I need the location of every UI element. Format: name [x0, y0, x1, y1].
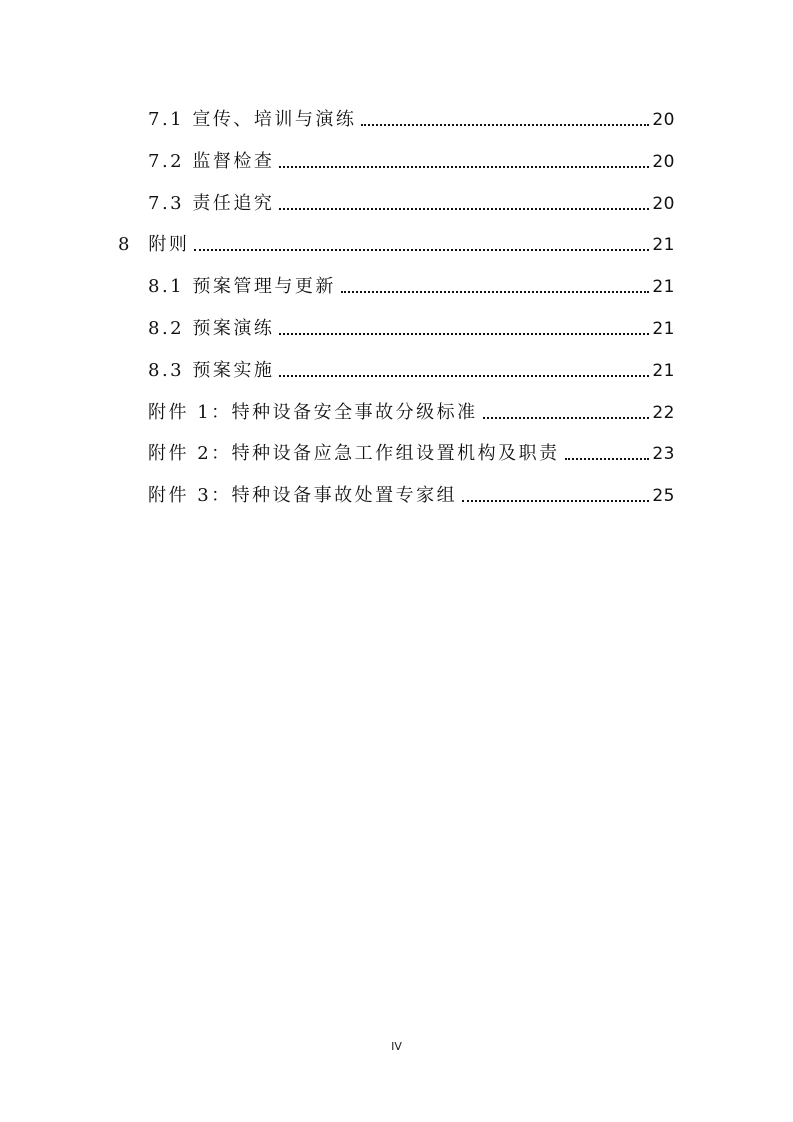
toc-entry-title: 7.1 宣传、培训与演练 — [148, 109, 357, 130]
toc-entry-page: 21 — [652, 319, 675, 339]
toc-entry-page: 22 — [652, 403, 675, 423]
toc-entry-page: 20 — [652, 110, 675, 130]
toc-entry[interactable] — [148, 397, 675, 425]
toc-entry-page: 23 — [652, 444, 675, 464]
toc-entry-title: 8 附则 — [118, 234, 190, 255]
toc-entry-page: 21 — [652, 361, 675, 381]
toc-entry-page: 25 — [652, 486, 675, 506]
page-number-footer: IV — [391, 1040, 402, 1053]
toc-entry[interactable] — [148, 104, 675, 132]
toc-entry-page: 21 — [652, 235, 675, 255]
toc-entry[interactable] — [148, 355, 675, 383]
toc-leader-dots — [279, 166, 649, 168]
toc-entry-title: 附件 2：特种设备应急工作组设置机构及职责 — [148, 443, 560, 464]
toc-entry-title: 7.2 监督检查 — [148, 151, 275, 172]
toc-leader-dots — [361, 124, 649, 126]
toc-entry-title: 8.3 预案实施 — [148, 360, 275, 381]
toc-leader-dots — [279, 333, 649, 335]
toc-entry-page: 20 — [652, 152, 675, 172]
toc-entry[interactable] — [118, 229, 675, 257]
toc-entry[interactable] — [148, 480, 675, 508]
toc-leader-dots — [483, 417, 650, 419]
toc-entry[interactable] — [148, 271, 675, 299]
toc-entry[interactable] — [148, 438, 675, 466]
toc-leader-dots — [194, 249, 649, 251]
toc-entry-title: 8.1 预案管理与更新 — [148, 276, 336, 297]
toc-entry-title: 附件 3：特种设备事故处置专家组 — [148, 485, 458, 506]
toc-leader-dots — [279, 208, 649, 210]
toc-entry-title: 7.3 责任追究 — [148, 193, 275, 214]
toc-leader-dots — [462, 500, 649, 502]
toc-entry-page: 21 — [652, 277, 675, 297]
toc-entry[interactable] — [148, 146, 675, 174]
toc-entry[interactable] — [148, 313, 675, 341]
toc-leader-dots — [279, 375, 649, 377]
toc-leader-dots — [341, 291, 650, 293]
toc-entry-page: 20 — [652, 194, 675, 214]
toc-leader-dots — [565, 458, 650, 460]
toc-entry[interactable] — [148, 188, 675, 216]
toc-entry-title: 8.2 预案演练 — [148, 318, 275, 339]
toc-entry-title: 附件 1：特种设备安全事故分级标准 — [148, 402, 478, 423]
